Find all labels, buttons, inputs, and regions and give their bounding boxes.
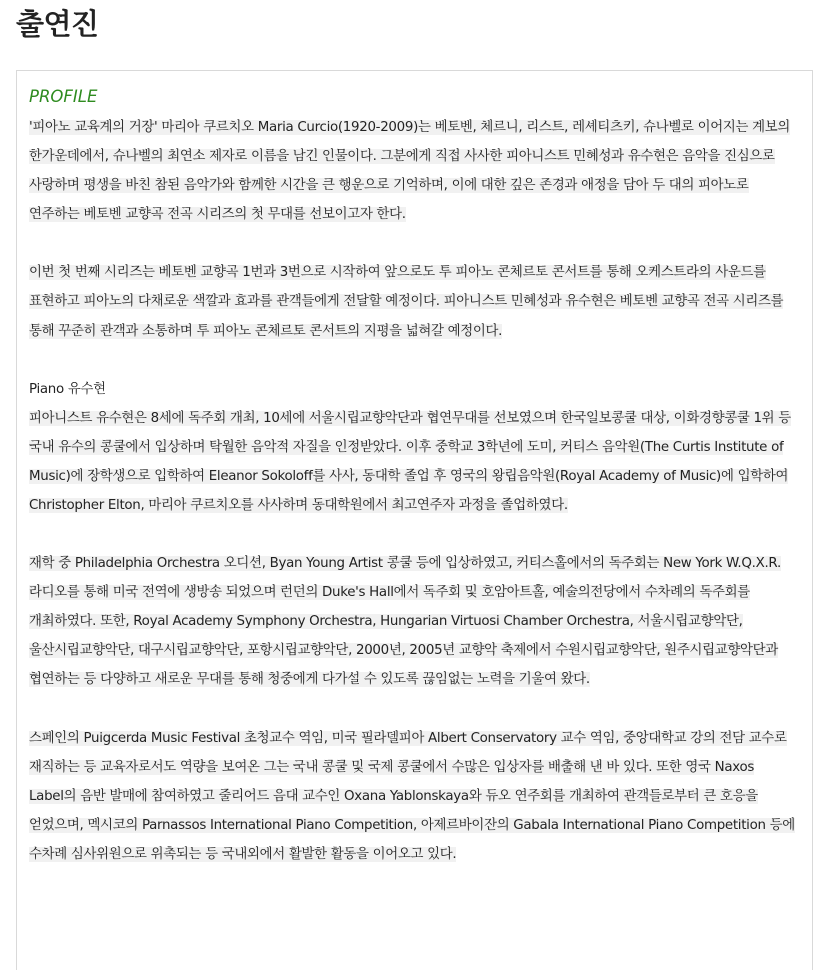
page-title: 출연진 <box>16 7 99 41</box>
artist-paragraph-1: 피아니스트 유수현은 8세에 독주회 개최, 10세에 서울시립교향악단과 협연무대를 선보였으며 한국일보콩쿨 대상, 이화경향콩쿨 1위 등 국내 유수의 콩쿨에서 입상하며 탁월한 음악적 자질을 인정받았다. 이후 중학교 3학년에 도미, 커티스 음악원(The Curtis Institute of Music)에 장학생으로 입학하여 Eleanor Sokoloff를 사사, 동대학 졸업 후 영국의 왕립음악원(Royal Academy of Music)에 입학하여 Christopher Elton, 마리아 쿠르치오를 사사하며 동대학원에서 최고연주자 과정을 졸업하였다. <box>29 410 791 513</box>
artist-paragraph-2: 재학 중 Philadelphia Orchestra 오디션, Byan Young Artist 콩쿨 등에 입상하였고, 커티스홀에서의 독주회는 New York W.Q.X.R. 라디오를 통해 미국 전역에 생방송 되었으며 런던의 Duke's Hall에서 독주회 및 호암아트홀, 예술의전당에서 수차례의 독주회를 개최하였다. 또한, Royal Academy Symphony Orchestra, Hungarian Virtuosi Chamber Orchestra, 서울시립교향악단, 울산시립교향악단, 대구시립교향악단, 포항시립교향악단, 2000년, 2005년 교향악 축제에서 수원시립교향악단, 원주시립교향악단과 협연하는 등 다양하고 새로운 무대를 통해 청중에게 다가설 수 있도록 끊임없는 노력을 기울여 왔다. <box>29 556 781 688</box>
artist-paragraph-3: 스페인의 Puigcerda Music Festival 초청교수 역임, 미국 필라델피아 Albert Conservatory 교수 역임, 중앙대학교 강의 전담 교수로 재직하는 등 교육자로서도 역량을 보여온 그는 국내 콩쿨 및 국제 콩쿨에서 수많은 입상자를 배출해 낸 바 있다. 또한 영국 Naxos Label의 음반 발매에 참여하였고 줄리어드 음대 교수인 Oxana Yablonskaya와 듀오 연주회를 개최하여 관객들로부터 큰 호응을 얻었으며, 멕시코의 Parnassos International Piano Competition, 아제르바이잔의 Gabala International Piano Competition 등에 수차례 심사위원으로 위촉되는 등 국내외에서 활발한 활동을 이어오고 있다. <box>29 730 795 862</box>
profile-panel <box>16 70 813 970</box>
profile-heading: PROFILE <box>29 87 98 106</box>
artist-name: Piano 유수현 <box>29 381 106 397</box>
intro-paragraph-1: '피아노 교육계의 거장' 마리아 쿠르치오 Maria Curcio(1920-2009)는 베토벤, 체르니, 리스트, 레셰티츠키, 슈나벨로 이어지는 계보의 한가운데에서, 슈나벨의 최연소 제자로 이름을 남긴 인물이다. 그분에게 직접 사사한 피아니스트 민혜성과 유수현은 음악을 진심으로 사랑하며 평생을 바친 참된 음악가와 함께한 시간을 큰 행운으로 기억하며, 이에 대한 깊은 존경과 애정을 담아 두 대의 피아노로 연주하는 베토벤 교향곡 전곡 시리즈의 첫 무대를 선보이고자 한다. <box>29 120 791 223</box>
intro-paragraph-2: 이번 첫 번째 시리즈는 베토벤 교향곡 1번과 3번으로 시작하여 앞으로도 투 피아노 콘체르토 콘서트를 통해 오케스트라의 사운드를 표현하고 피아노의 다채로운 색깔과 효과를 관객들에게 전달할 예정이다. 피아니스트 민혜성과 유수현은 베토벤 교향곡 전곡 시리즈를 통해 꾸준히 관객과 소통하며 투 피아노 콘체르토 콘서트의 지평을 넓혀갈 예정이다. <box>29 265 784 339</box>
